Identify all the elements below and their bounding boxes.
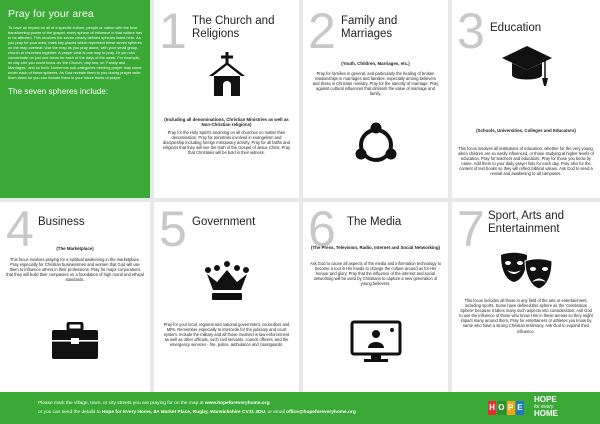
card-church bbox=[154, 0, 299, 198]
card-sport-arts bbox=[452, 202, 600, 392]
footer-text: or you can send the details to bbox=[38, 410, 102, 415]
sphere-number: 1 bbox=[159, 3, 187, 59]
sphere-subtitle: (The Press, Television, Radio, Internet and Social Networking) bbox=[311, 245, 440, 250]
sphere-body: Pray for the Holy Spirit's anointing on all churches no matter their denomination. Pray for ministries involved in evangelism and discipleship including foreign missionary activity. Pray for all faiths and religions that they will see the truth of the Gospel of Jesus Christ. Pray that Christians will be bold in their witness. bbox=[162, 130, 291, 156]
logo-letter: H bbox=[488, 401, 496, 415]
logo-word-bottom: HOME bbox=[534, 409, 558, 418]
card-family bbox=[303, 0, 448, 198]
church-icon bbox=[207, 52, 247, 96]
logo-letter: P bbox=[507, 401, 515, 415]
logo-word-mid: for every bbox=[534, 404, 554, 410]
sphere-number: 5 bbox=[159, 201, 187, 257]
sphere-title: The Church and Religions bbox=[192, 15, 275, 40]
sphere-subtitle: (Youth, Children, Marriages, etc.) bbox=[341, 61, 410, 66]
sphere-body: This focus involves praying for a spiritual awakening in the marketplace. Pray especially for Christian businessmen and women that God will use them to influence others in their professions. Pray for major corporations that they will build their companies on a foundation of high moral and ethical standards. bbox=[6, 257, 144, 283]
sphere-title: Family and Marriages bbox=[341, 15, 398, 40]
hope-logo bbox=[488, 401, 524, 415]
sphere-body: Pray for families in general, and particularly the healing of broken relationships in marriages and families, especially among believers and those in Christian ministry. Pray for the sanctity of marriage. Pray against cultural influences that diminish the value of marriage and family. bbox=[312, 71, 439, 97]
sphere-subtitle: (Including all denominations, Christian Ministries as well as Non-Christian religions) bbox=[164, 117, 289, 128]
sphere-number: 2 bbox=[308, 3, 336, 59]
logo-letter: O bbox=[497, 401, 505, 415]
card-business bbox=[0, 202, 150, 392]
footer-text: , or email bbox=[264, 410, 287, 415]
sphere-body: Pray for your local, regional and national government, councillors and MPs. Remember especially to intercede for the judiciary and court system. Include the military and all those involved in law enforcement as well as other officials, such civil servants, council officers, and the emergency services - fire, police, ambulance and coastguards. bbox=[163, 322, 290, 348]
sphere-title: Government bbox=[192, 216, 256, 228]
sphere-title: Sport, Arts and Entertainment bbox=[488, 210, 565, 235]
sphere-body: This focus includes all those in any field of the arts or entertainment, including sports. Some have defined this sphere as the 'Celebration Sphere' because it takes many such aspects into consideration. Ask God to use the influence of those who know Him in these arenas so they might impact many around them. Pray for entertainers or athletes you know by name who have a strong Christian testimony. Ask God to expand their influence. bbox=[459, 298, 593, 334]
sphere-subtitle: (Schools, Universities, Colleges and Educators) bbox=[476, 128, 576, 133]
sphere-number: 3 bbox=[457, 3, 485, 59]
logo-letter: E bbox=[516, 401, 524, 415]
footer bbox=[0, 392, 600, 424]
footer-text: Please mark the village, town, or city streets you are praying for on the map at bbox=[38, 401, 205, 406]
logo-word-top: HOPE bbox=[534, 395, 557, 404]
intro-title: Pray for your area bbox=[8, 8, 94, 20]
postal-address: Hope for Every Home, 8A Market Place, Rugby, Warwickshire CV21 3DU bbox=[102, 410, 265, 415]
footer-line-1 bbox=[38, 401, 270, 406]
sphere-number: 7 bbox=[457, 201, 485, 257]
email-link[interactable]: office@hopeforeveryhome.org bbox=[286, 410, 356, 415]
sphere-subtitle: (The Marketplace) bbox=[56, 246, 94, 251]
website-link[interactable]: www.hopeforeveryhome.org bbox=[204, 401, 270, 406]
sphere-body: Ask God to cause all aspects of the media and information technology to become a tool in His hands to change the culture around us for His honour and glory. Pray that the influence of the internet and social networking will be used by Christians to capture a new generation of young believers. bbox=[309, 261, 442, 287]
intro-panel bbox=[0, 0, 150, 198]
footer-line-2 bbox=[38, 410, 356, 415]
sphere-body: This focus involves all institutions of education, whether for the very young, when children are so easily influenced, or those studying at higher levels of education. Pray for teachers and educators. Pray for those you know by name. Add them to your daily prayer lists for each day. Pray also for the content of text books so they will reflect biblical values. Ask God to send a revival and awakening to all campuses. bbox=[458, 146, 594, 177]
card-government bbox=[154, 202, 299, 392]
sphere-title: Business bbox=[38, 216, 85, 228]
hope-for-every-home-logo bbox=[534, 396, 592, 420]
media-screen-icon bbox=[350, 320, 402, 364]
intro-text: To have an impact on all of a specific culture, people or nation with the total transforming power of the gospel, every sphere of influence in that culture has to be affected. This involves the seven clearly defined spheres listed here. As you pray for your area, mark key places which represent these seven spheres on the map overleaf. Use the map as you pray alone, with your small group, church or churches together. A prayer walk is one way to pray. Or you can concentrate on just one focus for each of the days of the week. For example, on day one you could focus on 'the Church,' day two, on 'Family and Marriages,' and so forth. Numerous sub-categories needing prayer may come under each of these spheres. As God reveals them to you during prayer write them down so you can include them in your future times of prayer. bbox=[8, 25, 143, 81]
graduation-cap-icon bbox=[500, 44, 554, 90]
crown-icon bbox=[203, 260, 251, 302]
spheres-heading: The seven spheres include: bbox=[8, 86, 109, 96]
briefcase-icon bbox=[51, 322, 99, 360]
sphere-title: Education bbox=[490, 22, 542, 34]
sphere-title: The Media bbox=[347, 216, 402, 228]
card-media bbox=[303, 202, 448, 392]
theatre-masks-icon bbox=[499, 252, 555, 292]
card-education bbox=[452, 0, 600, 198]
sphere-number: 6 bbox=[308, 201, 336, 257]
sphere-number: 4 bbox=[6, 201, 34, 257]
family-circle-icon bbox=[353, 122, 399, 168]
